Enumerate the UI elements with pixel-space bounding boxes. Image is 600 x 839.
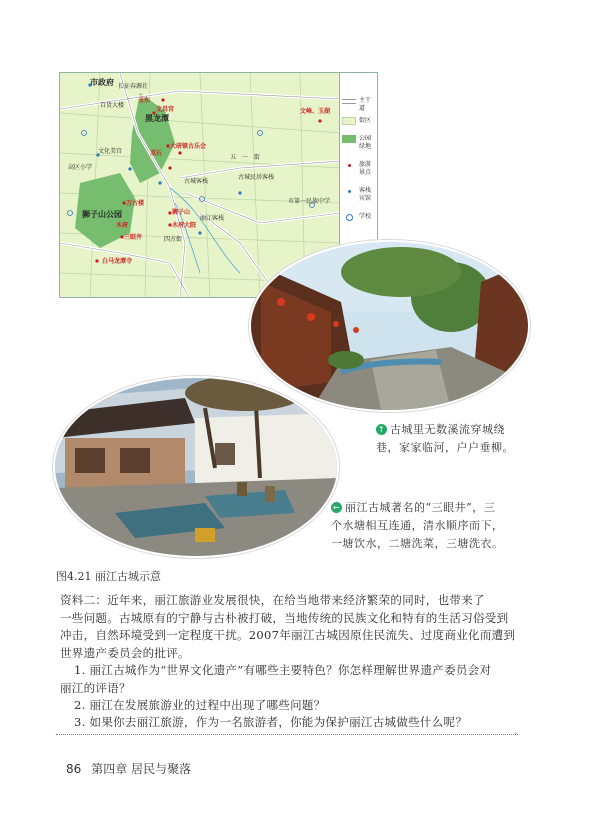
map-label-spot: 文昌宫 [156,106,175,113]
legend-item-spot [342,161,373,177]
map-label-spot: 文峰、玉湖 [300,108,331,115]
question-line: 丽江的评语？ [60,680,131,695]
map-label: 高区小学 [68,164,93,171]
caption-line: 一塘饮水，二塘洗菜，三塘洗衣。 [331,537,504,550]
map-label: 古城客栈 [184,178,209,185]
caption-canal [376,421,514,457]
caption-line: 个水塘相互连通，清水顺序而下， [331,519,504,532]
question-3: 3. 如果你去丽江旅游，作为一名旅游者，你能为保护丽江古城做些什么呢？ [74,715,468,729]
legend-label: 街区 [359,117,372,124]
map-label-spot: 双石 [150,150,163,157]
map-label-spot: 狮子山 [172,209,191,216]
map-label: 百货大楼 [100,102,125,109]
park-swatch-icon [342,135,356,143]
map-label-street: 五 一 街 [230,154,262,161]
map-label-city-gov: 市政府 [90,78,114,87]
map-label: 丽江客栈 [200,215,225,222]
chapter-title: 第四章 居民与聚落 [91,762,192,776]
caption-line: 巷，家家临河，户户垂柳。 [376,441,514,454]
legend-item-hotel [342,187,373,203]
map-label: 四方街 [164,236,183,243]
caption-well [331,499,504,553]
map-label: 古城民居客栈 [238,174,275,181]
hotel-dot-icon [342,187,356,195]
map-label: 市第一民族中学 [288,198,331,205]
question-2: 2. 丽江在发展旅游业的过程中出现了哪些问题？ [74,698,326,712]
legend-label: 学校 [359,213,372,220]
map-label-spot: 木府 [116,222,129,229]
block-swatch-icon [342,117,356,125]
legend-item-road [342,97,373,113]
map-label-park: 黑龙潭 [145,114,169,123]
arrow-up-icon: ↑ [377,425,386,434]
map-label: 文化美宫 [98,148,123,155]
legend-label: 公园绿地 [359,135,372,150]
legend-label: 客栈宾馆 [359,187,372,202]
question-line: 1. 丽江古城作为“世界文化遗产”有哪些主要特色？你怎样理解世界遗产委员会对 [74,663,492,677]
divider-end-icon: › [514,729,518,738]
question-1 [60,662,536,697]
map-label-spot: 大研镇古乐会 [170,143,207,150]
map-label-spot: 万古楼 [126,200,145,207]
paragraph-line: 冲击，自然环境受到一定程度干扰。2007年丽江古城因原住民流失、过度商业化而遭到 [60,628,516,643]
map-label-spot: 白马龙潭寺 [102,258,133,265]
photo-three-eye-well [53,376,339,558]
road-swatch-icon [342,99,356,104]
spot-dot-icon [342,161,356,169]
legend-item-block [342,117,373,125]
map-label: 长征春源社 [118,83,149,90]
caption-line: 古城里无数溪流穿城绕 [390,423,505,436]
map-label-spot: 玉东 [138,97,151,104]
school-circle-icon [342,213,356,221]
arrow-left-icon: ← [332,503,341,512]
page-footer [66,760,191,777]
photo-canal-lane [249,240,530,412]
paragraph-line: 世界遗产委员会的批评。 [60,645,190,660]
map-label-spot: 木府大院 [172,222,197,229]
figure-label: 图4.21 丽江古城示意 [56,570,161,583]
legend-label: 主干道 [359,97,372,112]
caption-line: 丽江古城著名的“三眼井”，三 [345,501,496,514]
paragraph-line: 一些问题。古城原有的宁静与古朴被打破，当地传统的民族文化和特有的生活习俗受到 [60,610,509,625]
map-label-park: 狮子山公园 [82,210,122,219]
material-paragraph [60,592,540,662]
section-divider [56,734,518,735]
page-number: 86 [66,762,82,776]
legend-label: 旅游景点 [359,161,372,176]
legend-item-school [342,213,373,221]
map-label-spot: 三眼井 [124,234,143,241]
legend-item-park [342,135,373,151]
paragraph-line: 资料二：近年来，丽江旅游业发展很快，在给当地带来经济繁荣的同时，也带来了 [60,593,485,607]
